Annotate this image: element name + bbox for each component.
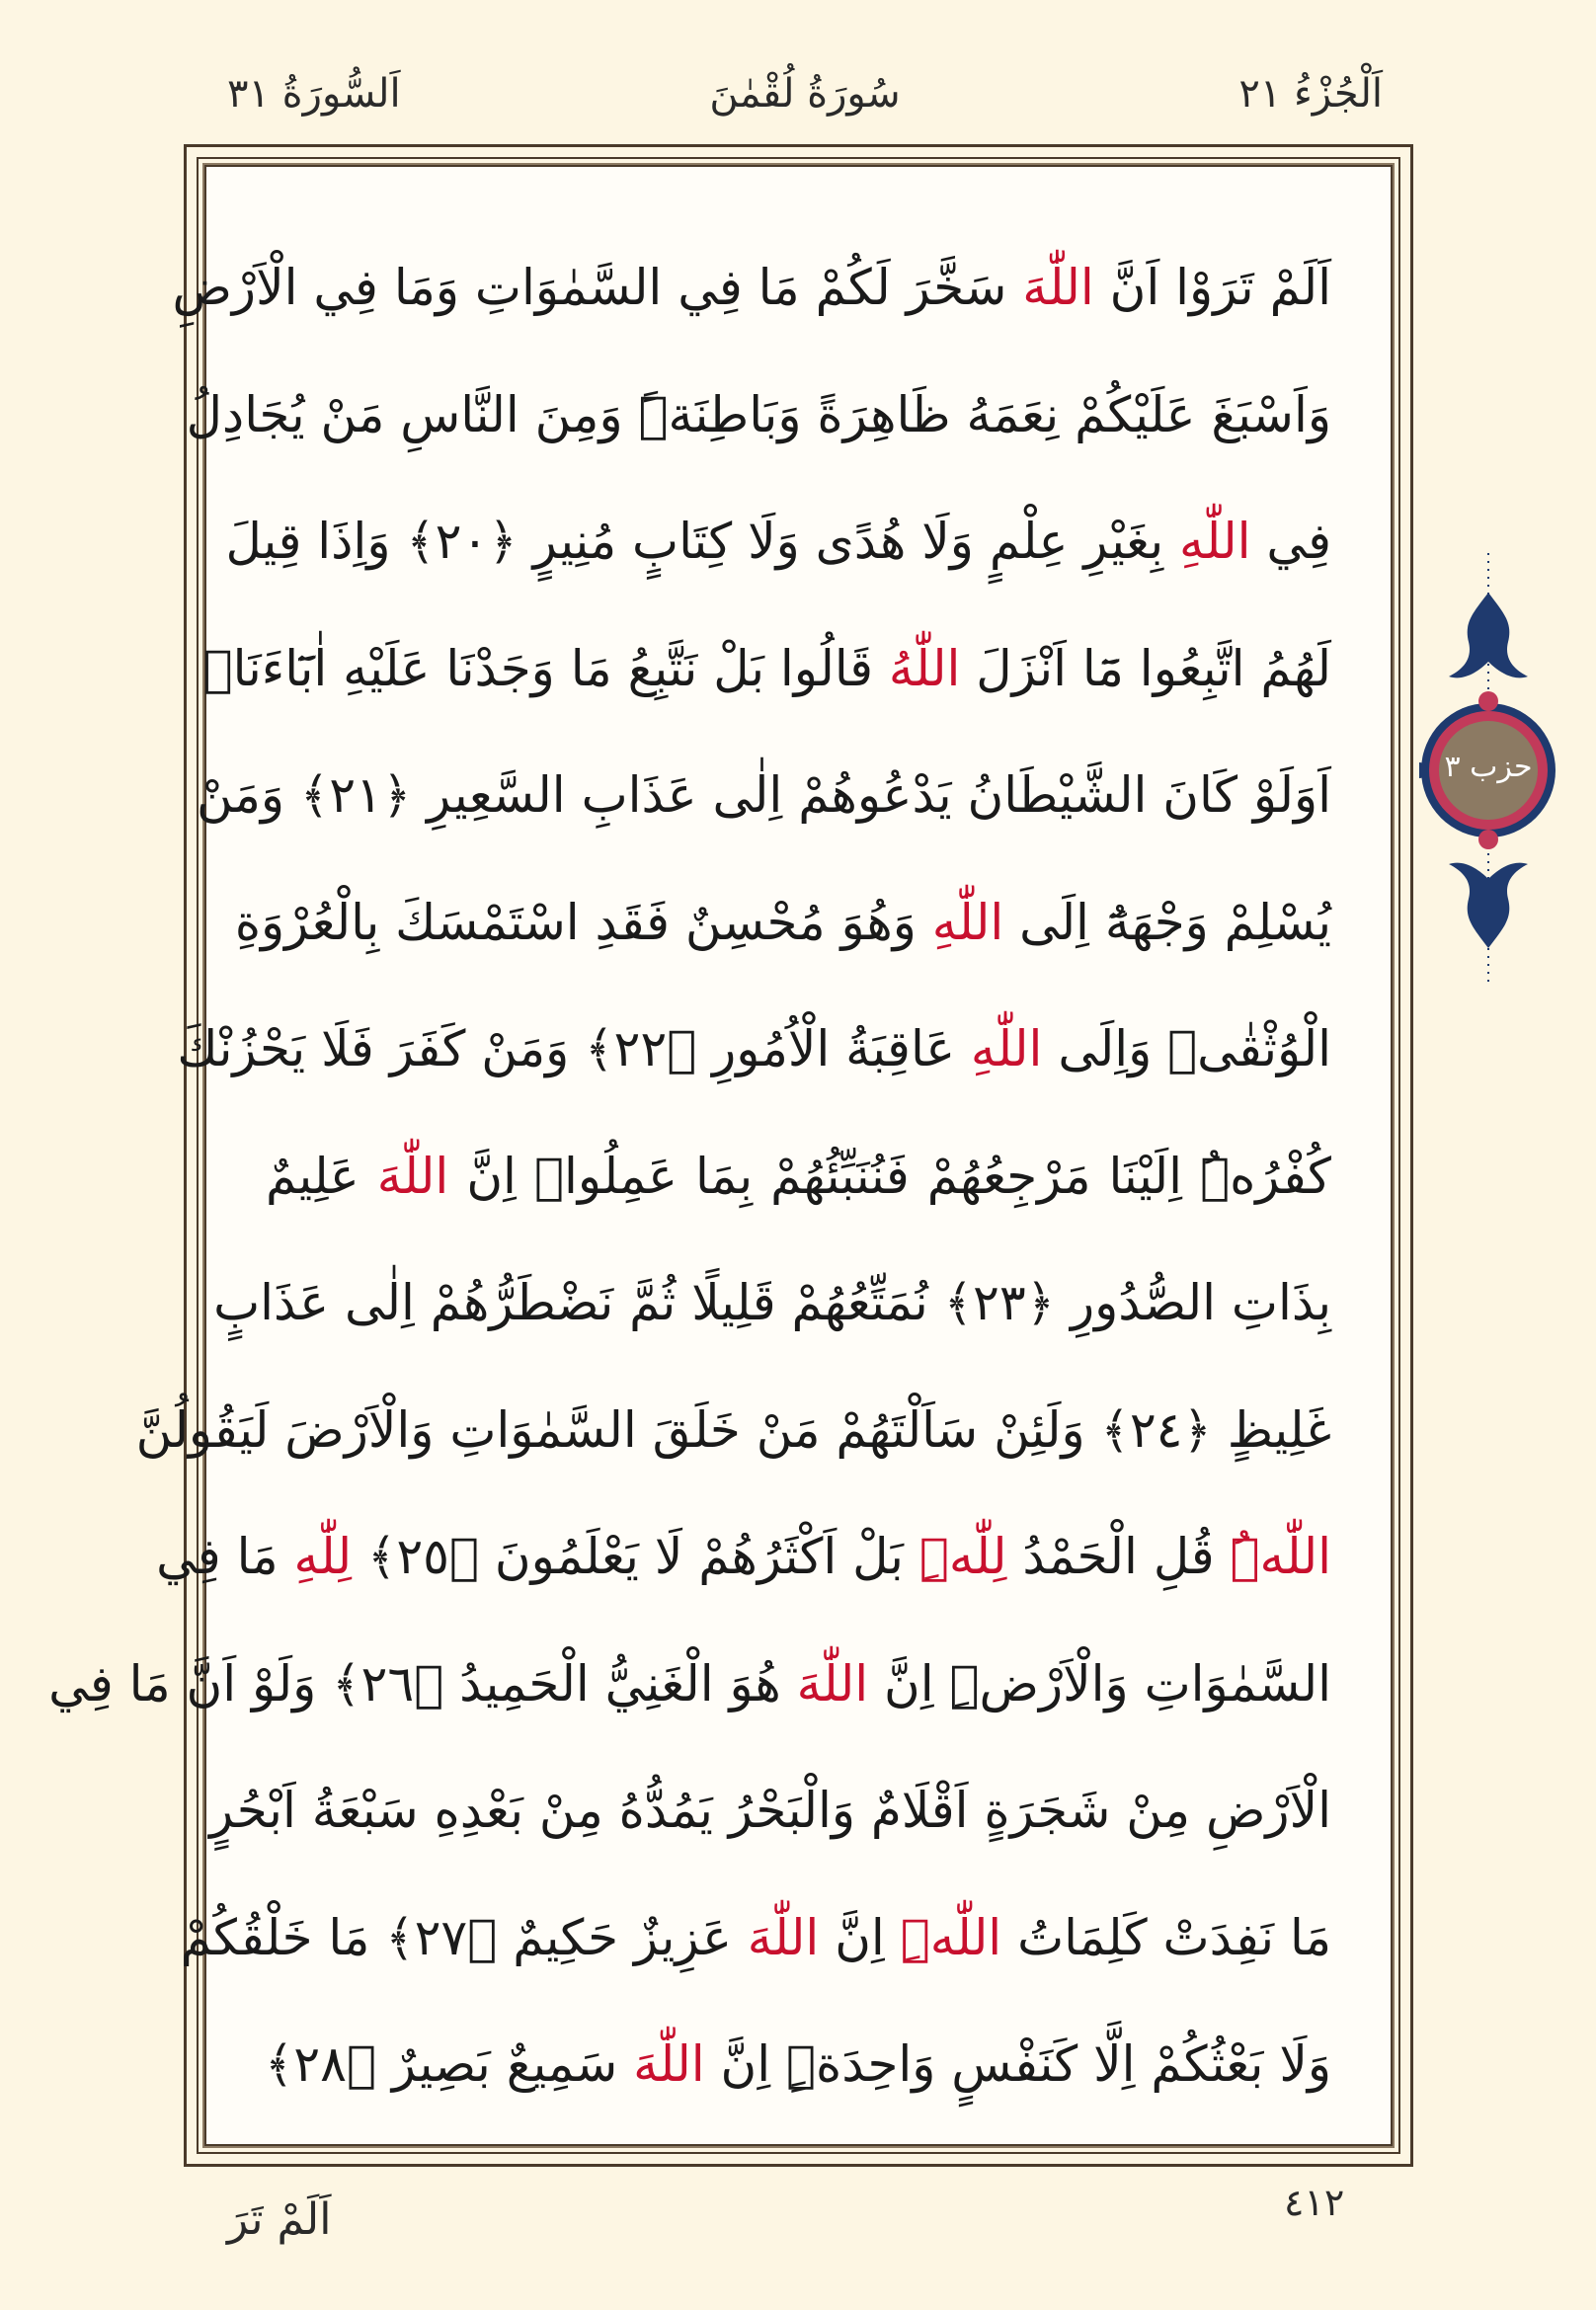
text-line <box>172 224 1331 352</box>
text-line <box>197 732 1331 859</box>
juz-label: اَلْجُزْءُ ٢١ <box>1238 71 1383 117</box>
verse-text: عَلِيمٌ <box>266 1147 377 1205</box>
text-line <box>180 1874 1331 2002</box>
verse-text: هُوَ الْغَنِيُّ الْحَمِيدُ ﴿٢٦﴾ وَلَوْ اَنَّ مَا فِي <box>48 1654 797 1713</box>
text-line <box>156 1493 1331 1621</box>
verse-text: وَلَا بَعْثُكُمْ اِلَّا كَنَفْسٍ وَاحِدَةٍۜ اِنَّ <box>704 2035 1331 2093</box>
verse-text: قَالُوا بَلْ نَتَّبِعُ مَا وَجَدْنَا عَلَيْهِ اٰبَٓاءَنَاۜ <box>202 639 889 697</box>
text-line <box>213 1239 1331 1367</box>
verse-text: وَاَسْبَغَ عَلَيْكُمْ نِعَمَهُ ظَاهِرَةً وَبَاطِنَةًۜ وَمِنَ النَّاسِ مَنْ يُجَادِلُ <box>186 385 1331 443</box>
divine-name: اللّٰهُۜ <box>1230 1528 1331 1585</box>
text-line <box>186 352 1331 479</box>
divine-name: اللّٰهُ <box>888 639 961 697</box>
divine-name: اللّٰهَ <box>747 1908 820 1966</box>
verse-text: كُفْرُهُۜ اِلَيْنَا مَرْجِعُهُمْ فَنُنَبِّئُهُمْ بِمَا عَمِلُواۜ اِنَّ <box>448 1147 1331 1205</box>
verse-text: غَلِيظٍ ﴿٢٤﴾ وَلَئِنْ سَاَلْتَهُمْ مَنْ خَلَقَ السَّمٰوَاتِ وَالْاَرْضَ لَيَقُولُنَّ <box>135 1400 1331 1459</box>
divine-name: اللّٰهَ <box>1022 259 1094 316</box>
verse-text: الْاَرْضِ مِنْ شَجَرَةٍ اَقْلَامٌ وَالْبَحْرُ يَمُدُّهُ مِنْ بَعْدِهِ سَبْعَةُ اَبْحُرٍ <box>209 1782 1331 1839</box>
verse-text: بِذَاتِ الصُّدُورِ ﴿٢٣﴾ نُمَتِّعُهُمْ قَلِيلًا ثُمَّ نَضْطَرُّهُمْ اِلٰى عَذَابٍ <box>213 1274 1331 1331</box>
verse-text: اَوَلَوْ كَانَ الشَّيْطَانُ يَدْعُوهُمْ اِلٰى عَذَابِ السَّعِيرِ ﴿٢١﴾ وَمَنْ <box>197 766 1331 824</box>
verse-text: لَهُمُ اتَّبِعُوا مَٓا اَنْزَلَ <box>960 639 1331 697</box>
verse-text: عَزِيزٌ حَكِيمٌ ﴿٢٧﴾ مَا خَلْقُكُمْ <box>180 1908 748 1966</box>
verse-text: مَا فِي <box>156 1528 294 1585</box>
verse-text: وَهُوَ مُحْسِنٌ فَقَدِ اسْتَمْسَكَ بِالْعُرْوَةِ <box>234 893 932 951</box>
text-line <box>202 605 1331 733</box>
divine-name: اللّٰهِ <box>931 893 1004 951</box>
hizb-marker <box>1419 553 1557 988</box>
verse-text: يُسْلِمْ وَجْهَهُٓ اِلَى <box>1003 893 1331 951</box>
page-header <box>227 71 1383 130</box>
surah-number-label: اَلسُّورَةُ ٣١ <box>227 71 401 117</box>
quran-text <box>48 224 1331 2128</box>
text-line <box>225 478 1331 605</box>
divine-name: اللّٰهِۜ <box>900 1908 1002 1966</box>
divine-name: لِلّٰهِ <box>293 1528 353 1585</box>
text-panel <box>48 165 1393 2146</box>
verse-text: اِنَّ <box>819 1908 901 1966</box>
text-line <box>234 859 1331 987</box>
verse-text: السَّمٰوَاتِ وَالْاَرْضِۜ اِنَّ <box>868 1654 1331 1713</box>
verse-text: الْوُثْقٰىۜ وَاِلَى <box>1042 1020 1331 1077</box>
hizb-label: حزب ٣ <box>1444 750 1533 784</box>
verse-text: سَمِيعٌ بَصِيرٌ ﴿٢٨﴾ <box>264 2035 634 2093</box>
divine-name: اللّٰهَ <box>633 2035 705 2093</box>
verse-text: مَا نَفِدَتْ كَلِمَاتُ <box>1001 1908 1331 1966</box>
page-number: ٤١٢ <box>1284 2181 1345 2224</box>
verse-text: بِغَيْرِ عِلْمٍ وَلَا هُدًى وَلَا كِتَابٍ مُنِيرٍ ﴿٢٠﴾ وَاِذَا قِيلَ <box>225 513 1180 570</box>
text-line <box>266 2001 1331 2128</box>
verse-text: عَاقِبَةُ الْاُمُورِ ﴿٢٢﴾ وَمَنْ كَفَرَ فَلَا يَحْزُنْكَ <box>177 1020 971 1077</box>
divine-name: اللّٰهِ <box>970 1020 1043 1077</box>
text-line <box>266 1113 1331 1240</box>
divine-name: لِلّٰهِۜ <box>918 1528 1007 1585</box>
catchword: اَلَمْ تَرَ <box>227 2194 332 2245</box>
surah-title: سُورَةُ لُقْمٰنَ <box>709 71 901 117</box>
verse-text: بَلْ اَكْثَرُهُمْ لَا يَعْلَمُونَ ﴿٢٥﴾ <box>352 1528 919 1585</box>
text-line <box>177 986 1331 1113</box>
text-line <box>209 1747 1331 1874</box>
divine-name: اللّٰهِ <box>1179 513 1251 570</box>
divine-name: اللّٰهَ <box>376 1147 449 1205</box>
page-frame <box>48 144 1413 2167</box>
text-line <box>48 1621 1331 1748</box>
verse-text: قُلِ الْحَمْدُ <box>1006 1528 1231 1585</box>
text-line <box>135 1367 1331 1494</box>
divine-name: اللّٰهَ <box>796 1654 869 1713</box>
verse-text: سَخَّرَ لَكُمْ مَا فِي السَّمٰوَاتِ وَمَا فِي الْاَرْضِ <box>172 259 1023 316</box>
verse-text: فِي <box>1250 513 1331 570</box>
verse-text: اَلَمْ تَرَوْا اَنَّ <box>1093 259 1331 316</box>
